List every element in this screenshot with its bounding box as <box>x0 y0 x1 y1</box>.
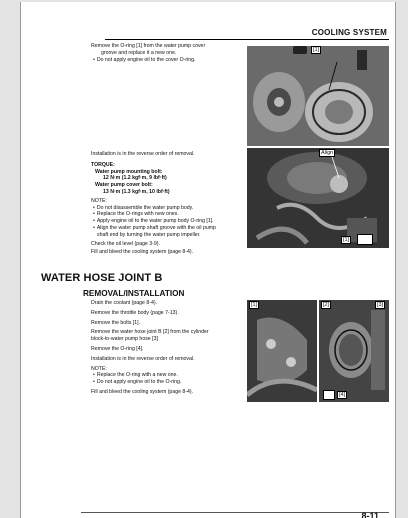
page-number: 8-11 <box>361 511 379 518</box>
torque2-name: Water pump cover bolt: <box>95 182 153 189</box>
align-label: Align <box>321 150 334 156</box>
engine-illustration <box>247 148 389 248</box>
install-line: Installation is in the reverse order of removal. <box>91 151 195 157</box>
fill-line: Fill and bleed the cooling system (page 8-4). <box>91 388 194 395</box>
note-item: • Replace the O-ring with a new one. <box>91 372 249 379</box>
note-item: • Do not disassemble the water pump body. <box>91 205 251 212</box>
section-subtitle: REMOVAL/INSTALLATION <box>83 289 185 298</box>
torque1-value: 12 N·m (1.2 kgf·m, 9 lbf·ft) <box>103 175 167 182</box>
note-label: NOTE: <box>91 365 107 372</box>
step-line: Remove the O-ring [4]. <box>91 345 144 352</box>
step-line: block-to-water pump hose [3] <box>91 336 158 343</box>
water-pump-cover-illustration <box>247 46 389 146</box>
note-item: • Align the water pump shaft groove with the oil pump <box>91 225 251 232</box>
manual-page <box>20 2 396 518</box>
water-pump-cover-photo <box>247 46 389 146</box>
header-rule <box>105 39 389 40</box>
hose-joint-left-illustration <box>247 300 317 402</box>
torque1-name: Water pump mounting bolt: <box>95 168 163 175</box>
step-line: Drain the coolant (page 8-4). <box>91 300 158 306</box>
hose-joint-photo-left <box>247 300 317 402</box>
tool-icon <box>293 46 307 54</box>
note-item: • Replace the O-rings with new ones. <box>91 211 251 218</box>
note-item-continued: shaft end by turning the water pump impeller. <box>97 231 201 238</box>
installation-text <box>91 151 251 256</box>
step-line: Installation is in the reverse order of removal. <box>91 355 195 362</box>
step-line: Remove the bolts [1]. <box>91 319 141 326</box>
fig3-callout-2: [2] <box>323 302 330 308</box>
fig3-callout-4: [4] <box>339 392 346 398</box>
section-header-title: COOLING SYSTEM <box>311 28 387 37</box>
bullet-item: • Do not apply engine oil to the cover O-ring. <box>91 57 241 64</box>
check-line: Check the oil level (page 3-9). <box>91 240 160 247</box>
fig3-callout-1: [1] <box>251 302 258 308</box>
note-label: NOTE: <box>91 197 107 204</box>
footer-rule <box>81 512 389 513</box>
torque-label: TORQUE: <box>91 161 115 168</box>
fig1-callout-1: [1] <box>313 47 320 53</box>
section-title: WATER HOSE JOINT B <box>41 272 163 284</box>
note-item: • Apply engine oil to the water pump body O-ring [1]. <box>91 218 251 225</box>
hose-joint-right-illustration <box>319 300 389 402</box>
note-item: • Do not apply engine oil to the O-ring. <box>91 379 249 386</box>
text-line: groove and replace it a new one. <box>101 49 177 56</box>
text-line: Remove the O-ring [1] from the water pump cover <box>91 43 206 49</box>
torque2-value: 13 N·m (1.3 kgf·m, 10 lbf·ft) <box>103 188 170 195</box>
hose-joint-photo-right <box>319 300 389 402</box>
water-pump-install-photo <box>247 148 389 248</box>
step-line: Remove the throttle body (page 7-13). <box>91 309 179 316</box>
fill-line: Fill and bleed the cooling system (page 8-4). <box>91 249 194 256</box>
fig2-callout-1: [1] <box>343 237 350 243</box>
step-line: Remove the water hose joint B [2] from the cylinder <box>91 329 209 336</box>
oil-can-icon <box>357 234 373 245</box>
replace-part-icon <box>323 390 335 400</box>
o-ring-removal-text <box>91 43 241 63</box>
fig3-callout-3: [3] <box>377 302 384 308</box>
hose-joint-steps <box>91 300 249 396</box>
